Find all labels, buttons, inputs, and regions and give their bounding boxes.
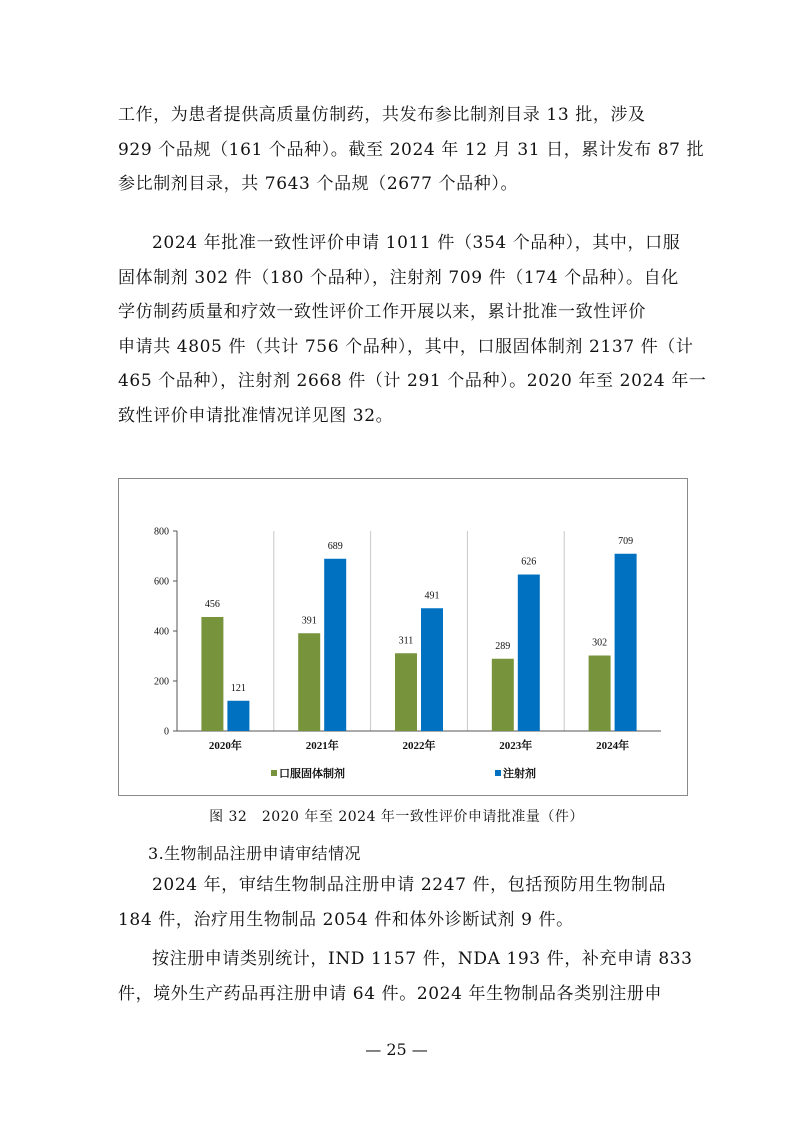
data-label: 289 <box>495 640 511 652</box>
x-tick-label: 2023年 <box>499 740 533 752</box>
bar-injection <box>227 701 249 731</box>
text-line: 465 个品种），注射剂 2668 件（计 291 个品种）。2020 年至 2024 年一 <box>118 371 707 391</box>
bar-oral-solid <box>492 659 514 731</box>
section-title: 3.生物制品注册申请审结情况 <box>148 844 361 863</box>
text-line: 工作，为患者提供高质量仿制药，共发布参比制剂目录 13 批，涉及 <box>118 105 646 125</box>
text-line: 固体制剂 302 件（180 个品种），注射剂 709 件（174 个品种）。自化 <box>118 267 679 288</box>
figure-caption: 图 32 2020 年至 2024 年一致性评价申请批准量（件） <box>209 809 584 825</box>
x-tick-label: 2021年 <box>305 740 339 752</box>
x-tick-label: 2024年 <box>596 740 630 752</box>
data-label: 302 <box>592 637 608 649</box>
bar-chart <box>119 479 687 795</box>
bar-oral-solid <box>201 617 223 731</box>
data-label: 391 <box>301 615 317 627</box>
text-line: 致性评价申请批准情况详见图 32。 <box>118 405 394 426</box>
data-label: 689 <box>327 540 343 552</box>
x-tick-label: 2022年 <box>402 740 436 752</box>
legend-label: 注射剂 <box>503 768 536 780</box>
x-tick-label: 2020年 <box>208 740 242 752</box>
bar-oral-solid <box>395 653 417 731</box>
y-tick-label: 600 <box>154 576 169 588</box>
chart-figure <box>118 478 688 796</box>
text-line: 学仿制药质量和疗效一致性评价工作开展以来，累计批准一致性评价 <box>118 302 646 322</box>
y-tick-label: 0 <box>164 726 169 738</box>
paragraph-1 <box>118 98 705 202</box>
data-label: 311 <box>398 635 414 647</box>
y-tick-label: 400 <box>154 626 169 638</box>
bar-injection <box>421 608 443 731</box>
text-line: 929 个品规（161 个品种）。截至 2024 年 12 月 31 日，累计发布 87 批 <box>118 139 705 160</box>
bar-injection <box>324 559 346 731</box>
bar-injection <box>615 554 637 731</box>
paragraph-4 <box>118 942 693 1011</box>
paragraph-2 <box>118 226 707 433</box>
text-line: 参比制剂目录，共 7643 个品规（2677 个品种）。 <box>118 174 519 194</box>
bar-oral-solid <box>589 656 611 732</box>
bar-injection <box>518 575 540 732</box>
data-label: 626 <box>521 556 537 568</box>
text-line: 件，境外生产药品再注册申请 64 件。2024 年生物制品各类别注册申 <box>118 983 663 1004</box>
text-line: 按注册申请类别统计，IND 1157 件，NDA 193 件，补充申请 833 <box>152 949 693 969</box>
bar-oral-solid <box>298 633 320 731</box>
text-line: 2024 年批准一致性评价申请 1011 件（354 个品种），其中，口服 <box>152 233 681 253</box>
data-label: 121 <box>230 682 246 694</box>
paragraph-3 <box>118 868 674 937</box>
y-tick-label: 200 <box>154 676 169 688</box>
data-label: 491 <box>424 590 440 602</box>
text-line: 2024 年，审结生物制品注册申请 2247 件，包括预防用生物制品 <box>152 875 667 895</box>
legend-label: 口服固体制剂 <box>279 768 345 780</box>
page-number: — 25 — <box>365 1040 428 1059</box>
legend-swatch <box>271 770 277 776</box>
text-line: 申请共 4805 件（共计 756 个品种），其中，口服固体制剂 2137 件（计 <box>118 336 694 357</box>
y-tick-label: 800 <box>154 526 169 538</box>
data-label: 456 <box>204 599 220 610</box>
legend-swatch <box>495 770 501 776</box>
data-label: 709 <box>618 535 634 547</box>
text-line: 184 件，治疗用生物制品 2054 件和体外诊断试剂 9 件。 <box>118 909 574 930</box>
